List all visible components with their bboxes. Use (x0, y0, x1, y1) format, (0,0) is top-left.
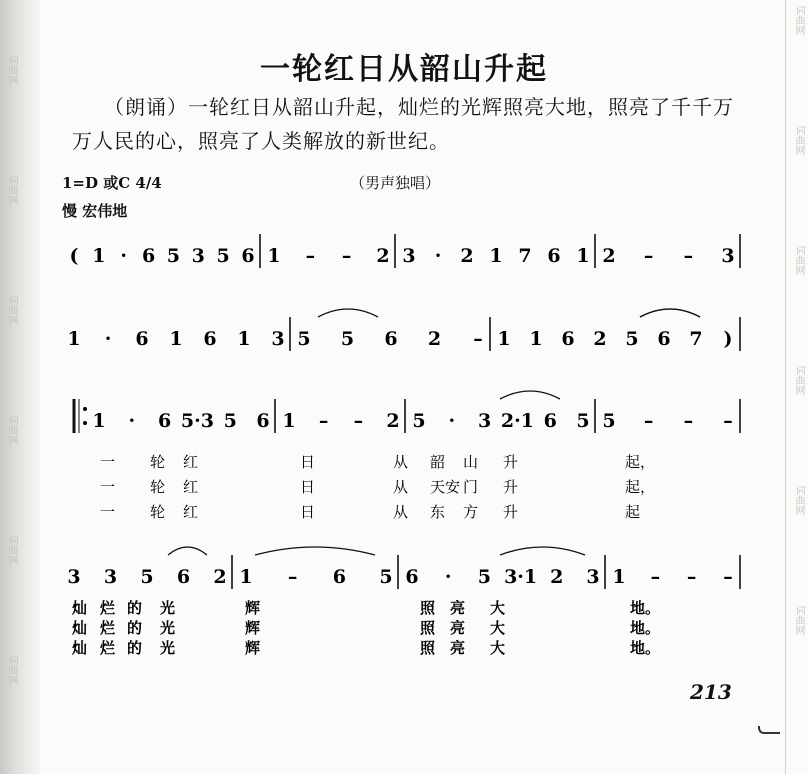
note-s2-b3-1: – (643, 410, 654, 432)
lyric-s2-l0-4: 从 (393, 453, 409, 471)
lyric-s2-l1-8: 起， (625, 478, 656, 496)
lyric-s3-l2-8: 地。 (630, 639, 661, 657)
watermark-right-5: 词曲网 (793, 605, 804, 635)
note-s0-b0-0: ( (69, 245, 79, 267)
lyric-s3-l0-0: 灿 (72, 599, 88, 617)
note-s0-b2-0: 3 (402, 245, 416, 267)
note-s0-b0-6: 5 (216, 245, 230, 267)
watermark-left-3: 词曲网 (6, 415, 17, 445)
note-s2-b2-4: 6 (543, 410, 557, 432)
song-title: 一轮红日从韶山升起 (260, 52, 548, 87)
lyric-s2-l0-2: 红 (183, 453, 199, 471)
key-signature: 1=D 或C 4/4 (62, 174, 162, 192)
note-s3-b1-3: 5 (379, 566, 393, 588)
note-s1-b1-4: – (473, 328, 483, 350)
watermark-left-0: 词曲网 (6, 55, 17, 85)
note-s3-b3-3: – (723, 566, 733, 588)
lyric-s2-l2-0: 一 (100, 503, 116, 521)
note-s1-b1-2: 6 (384, 328, 398, 350)
lyric-s3-l2-3: 光 (160, 639, 176, 657)
lyric-s2-l0-6: 山 (463, 453, 479, 471)
lyric-s3-l2-2: 的 (127, 639, 143, 657)
note-s2-b2-0: 5 (412, 410, 426, 432)
watermark-left-5: 词曲网 (6, 655, 17, 685)
note-s3-b1-0: 1 (239, 566, 253, 588)
note-s1-b0-2: 6 (135, 328, 149, 350)
note-s0-b1-1: – (305, 245, 316, 267)
note-s0-b0-3: 6 (141, 245, 156, 267)
note-s2-b0-4: 5 (223, 410, 237, 432)
lyric-s3-l0-3: 光 (160, 599, 176, 617)
note-s2-b3-0: 5 (602, 410, 616, 432)
watermark-right-1: 词曲网 (793, 125, 804, 155)
note-s3-b3-1: – (650, 566, 661, 588)
lyric-s3-l1-7: 大 (490, 619, 506, 637)
note-s2-b0-3: 5·3 (180, 410, 214, 432)
lyric-s3-l2-4: 辉 (245, 639, 261, 657)
lyric-s2-l2-3: 日 (300, 503, 316, 521)
note-s2-b1-2: – (353, 410, 364, 432)
note-s2-b3-3: – (723, 410, 733, 432)
lyric-s3-l2-7: 大 (490, 639, 506, 657)
note-s3-b2-0: 6 (405, 566, 419, 588)
tempo-marking: 慢 宏伟地 (62, 202, 128, 220)
lyric-s2-l2-1: 轮 (150, 503, 166, 521)
note-s1-b0-5: 1 (237, 328, 251, 350)
note-s0-b2-4: 7 (518, 245, 532, 267)
note-s3-b0-2: 5 (140, 566, 154, 588)
lyric-s2-l1-5: 天安 (430, 478, 461, 496)
lyric-s2-l2-8: 起 (625, 503, 641, 521)
lyric-s2-l2-5: 东 (430, 503, 446, 521)
lyric-s3-l1-3: 光 (160, 619, 176, 637)
note-s2-b0-5: 6 (256, 410, 270, 432)
note-s2-b3-2: – (683, 410, 694, 432)
watermark-right-3: 词曲网 (793, 365, 804, 395)
note-s1-b1-1: 5 (340, 328, 355, 350)
lyric-s3-l0-4: 辉 (245, 599, 261, 617)
corner-mark (758, 726, 780, 734)
note-s0-b0-4: 5 (166, 245, 181, 267)
note-s1-b1-0: 5 (297, 328, 311, 350)
lyric-s2-l1-7: 升 (503, 478, 519, 496)
lyric-s3-l0-6: 亮 (450, 599, 466, 617)
recitation-text: （朗诵）一轮红日从韶山升起，灿烂的光辉照亮大地，照亮了千千万万人民的心，照亮了人类解放的新世纪。 (72, 95, 734, 153)
slur-5 (500, 547, 585, 555)
note-s3-b1-1: – (287, 566, 298, 588)
note-s2-b0-0: 1 (92, 410, 106, 432)
lyric-s2-l0-0: 一 (100, 453, 116, 471)
note-s3-b0-3: 6 (176, 566, 191, 588)
note-s0-b2-3: 1 (489, 245, 503, 267)
note-s0-b0-1: 1 (92, 245, 106, 267)
note-s0-b3-1: – (643, 245, 654, 267)
note-s0-b2-5: 6 (547, 245, 561, 267)
note-s0-b3-2: – (683, 245, 694, 267)
note-s1-b2-2: 6 (561, 328, 575, 350)
note-s0-b2-6: 1 (576, 245, 590, 267)
note-s1-b1-3: 2 (427, 328, 442, 350)
note-s2-b0-1: · (128, 410, 136, 432)
watermark-right-2: 词曲网 (793, 245, 804, 275)
note-s3-b2-5: 3 (586, 566, 600, 588)
slur-0 (318, 309, 378, 317)
watermark-left-2: 词曲网 (6, 295, 17, 325)
watermark-left-1: 词曲网 (6, 175, 17, 205)
slur-3 (168, 547, 207, 555)
lyric-s2-l2-6: 方 (463, 503, 479, 521)
watermark-right-0: 词曲网 (793, 5, 804, 35)
watermark-left-4: 词曲网 (6, 535, 17, 565)
note-s3-b2-3: 3·1 (504, 566, 538, 588)
lyric-s2-l1-6: 门 (463, 478, 479, 496)
lyric-s2-l2-2: 红 (183, 503, 199, 521)
note-s3-b2-4: 2 (550, 566, 564, 588)
lyric-s3-l0-2: 的 (127, 599, 143, 617)
lyric-s2-l1-3: 日 (300, 478, 316, 496)
note-s3-b3-0: 1 (612, 566, 626, 588)
lyric-s3-l2-5: 照 (420, 639, 436, 657)
note-s2-b0-2: 6 (157, 410, 172, 432)
lyric-s2-l1-4: 从 (393, 478, 409, 496)
note-s3-b2-1: · (444, 566, 452, 588)
note-s0-b0-2: · (120, 245, 128, 267)
note-s1-b2-5: 6 (657, 328, 671, 350)
note-s2-b1-1: – (318, 410, 329, 432)
lyric-s3-l1-4: 辉 (245, 619, 261, 637)
note-s3-b3-2: – (686, 566, 697, 588)
lyric-s3-l2-0: 灿 (72, 639, 88, 657)
lyric-s3-l1-2: 的 (127, 619, 143, 637)
note-s3-b1-2: 6 (332, 566, 346, 588)
note-s0-b1-3: 2 (376, 245, 390, 267)
note-s0-b2-1: · (434, 245, 442, 267)
lyric-s2-l1-1: 轮 (150, 478, 166, 496)
note-s2-b1-3: 2 (386, 410, 400, 432)
lyric-s3-l0-5: 照 (420, 599, 436, 617)
repeat-dot-top (83, 407, 87, 411)
note-s3-b0-0: 3 (67, 566, 81, 588)
note-s1-b0-4: 6 (203, 328, 217, 350)
note-s2-b2-2: 3 (477, 410, 492, 432)
lyric-s2-l0-8: 起， (625, 453, 656, 471)
note-s0-b0-7: 6 (241, 245, 255, 267)
note-s2-b2-5: 5 (576, 410, 590, 432)
note-s3-b0-1: 3 (103, 566, 118, 588)
page-number: 213 (690, 680, 732, 704)
lyric-s2-l1-2: 红 (183, 478, 199, 496)
lyric-s3-l0-8: 地。 (630, 599, 661, 617)
note-s0-b3-0: 2 (602, 245, 616, 267)
note-s1-b2-7: ) (723, 328, 733, 350)
note-s3-b2-2: 5 (477, 566, 492, 588)
lyric-s2-l0-7: 升 (503, 453, 519, 471)
note-s2-b2-1: · (448, 410, 456, 432)
lyric-s2-l2-7: 升 (503, 503, 519, 521)
lyric-s2-l0-1: 轮 (150, 453, 166, 471)
note-s3-b0-4: 2 (213, 566, 227, 588)
note-s1-b0-3: 1 (169, 328, 183, 350)
slur-4 (255, 547, 375, 555)
lyric-s3-l1-6: 亮 (450, 619, 466, 637)
lyric-s3-l0-1: 烂 (100, 599, 116, 617)
repeat-dot-bottom (83, 421, 87, 425)
lyric-s2-l0-3: 日 (300, 453, 316, 471)
lyric-s2-l1-0: 一 (100, 478, 116, 496)
note-s0-b1-0: 1 (267, 245, 281, 267)
lyric-s3-l1-1: 烂 (100, 619, 116, 637)
slur-2 (500, 391, 560, 399)
note-s1-b2-0: 1 (497, 328, 511, 350)
note-s0-b0-5: 3 (191, 245, 205, 267)
note-s1-b0-0: 1 (67, 328, 81, 350)
note-s0-b3-3: 3 (721, 245, 735, 267)
note-s1-b2-4: 5 (625, 328, 639, 350)
lyric-s3-l1-0: 灿 (72, 619, 88, 637)
lyric-s3-l1-5: 照 (420, 619, 436, 637)
lyric-s3-l2-6: 亮 (450, 639, 466, 657)
note-s2-b1-0: 1 (282, 410, 296, 432)
note-s0-b1-2: – (341, 245, 352, 267)
watermark-right-4: 词曲网 (793, 485, 804, 515)
lyric-s2-l2-4: 从 (393, 503, 409, 521)
note-s1-b2-6: 7 (689, 328, 703, 350)
note-s1-b2-3: 2 (593, 328, 607, 350)
lyric-s3-l1-8: 地。 (630, 619, 661, 637)
performance-note: （男声独唱） (350, 174, 441, 192)
slur-extra (640, 309, 700, 317)
note-s1-b0-6: 3 (271, 328, 285, 350)
note-s1-b0-1: · (104, 328, 112, 350)
note-s0-b2-2: 2 (460, 245, 474, 267)
note-s2-b2-3: 2·1 (500, 410, 534, 432)
lyric-s3-l0-7: 大 (490, 599, 506, 617)
note-s1-b2-1: 1 (529, 328, 543, 350)
lyric-s3-l2-1: 烂 (100, 639, 116, 657)
lyric-s2-l0-5: 韶 (430, 453, 446, 471)
